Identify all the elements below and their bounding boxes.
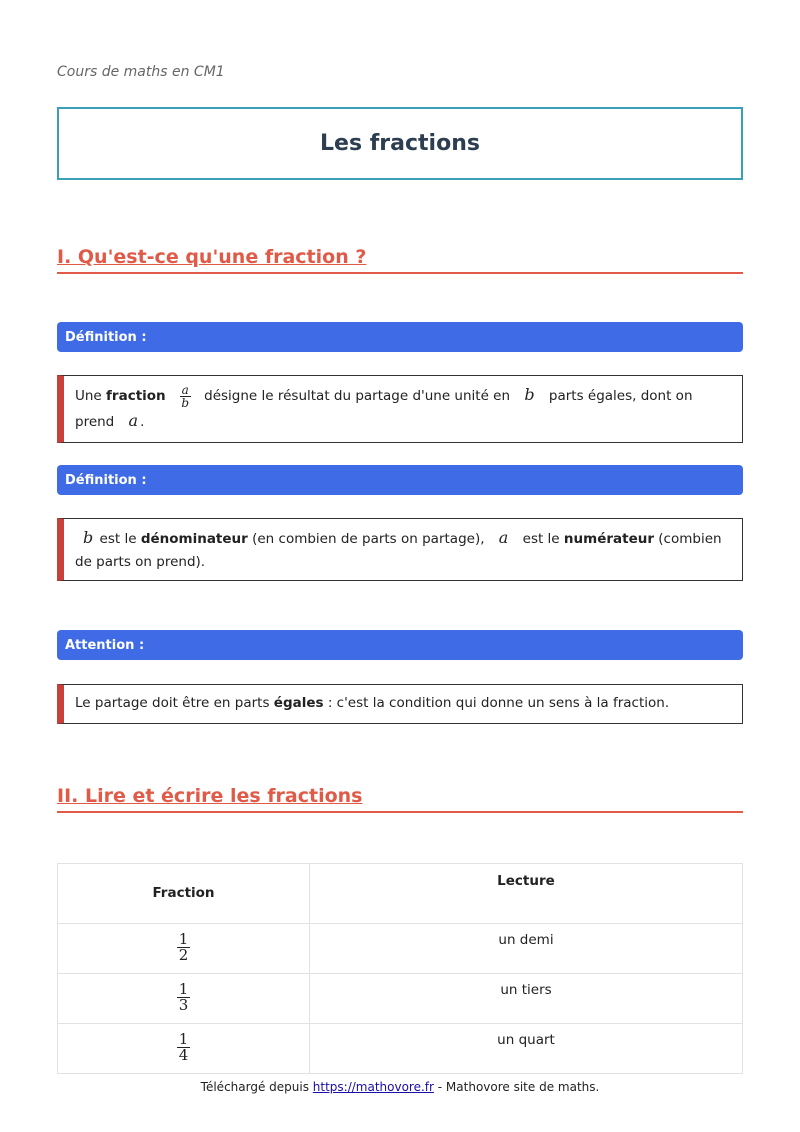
section-heading-2: II. Lire et écrire les fractions bbox=[57, 785, 743, 813]
math-a: a bbox=[128, 410, 139, 430]
term-fraction: fraction bbox=[106, 388, 166, 404]
table-row bbox=[58, 924, 743, 974]
fraction-one-half: $\frac{1}{2}$ bbox=[178, 930, 189, 964]
section-heading-1: I. Qu'est-ce qu'une fraction ? bbox=[57, 246, 743, 274]
footer-link[interactable]: https://mathovore.fr bbox=[312, 1080, 434, 1094]
column-header-lecture: Lecture bbox=[310, 864, 743, 924]
term-denominateur: dénominateur bbox=[140, 531, 248, 547]
attention-box: Le partage doit être en parts égales : c'est la condition qui donne un sens à la fraction. bbox=[57, 684, 743, 724]
course-label: Cours de maths en CM1 bbox=[57, 64, 225, 80]
footer: Téléchargé depuis https://mathovore.fr - Mathovore site de maths. bbox=[200, 1080, 600, 1094]
definition-box-2: b est le dénominateur (en combien de parts on partage), a est le numérateur (combien de parts on prend). bbox=[57, 518, 743, 581]
reading-cell: un demi bbox=[310, 924, 743, 974]
definition-bar-2: Définition : bbox=[57, 465, 743, 495]
table-row bbox=[58, 1024, 743, 1074]
fraction-one-third: $\frac{1}{3}$ bbox=[178, 980, 189, 1014]
table-row bbox=[58, 974, 743, 1024]
term-numerateur: numérateur bbox=[563, 531, 654, 547]
math-a: a bbox=[498, 528, 509, 547]
page-title: Les fractions bbox=[320, 131, 480, 156]
term-egales: égales bbox=[273, 695, 324, 711]
table-header-row bbox=[58, 864, 743, 924]
fraction-cell bbox=[58, 974, 310, 1024]
fraction-cell bbox=[58, 924, 310, 974]
fraction-a-over-b: $\frac{a}{b}$ bbox=[181, 382, 190, 410]
math-b: b bbox=[524, 385, 535, 404]
math-b: b bbox=[83, 528, 94, 547]
title-box bbox=[57, 107, 743, 180]
column-header-fraction: Fraction bbox=[58, 864, 310, 924]
fraction-cell bbox=[58, 1024, 310, 1074]
definition-box-1: Une fraction $\frac{a}{b}$ désigne le résultat du partage d'une unité en b parts égales, dont on prend a . bbox=[57, 375, 743, 443]
reading-cell: un tiers bbox=[310, 974, 743, 1024]
definition-bar-1: Définition : bbox=[57, 322, 743, 352]
reading-cell: un quart bbox=[310, 1024, 743, 1074]
fraction-one-quarter: $\frac{1}{4}$ bbox=[178, 1030, 189, 1064]
fractions-table bbox=[57, 863, 743, 1074]
attention-bar: Attention : bbox=[57, 630, 743, 660]
